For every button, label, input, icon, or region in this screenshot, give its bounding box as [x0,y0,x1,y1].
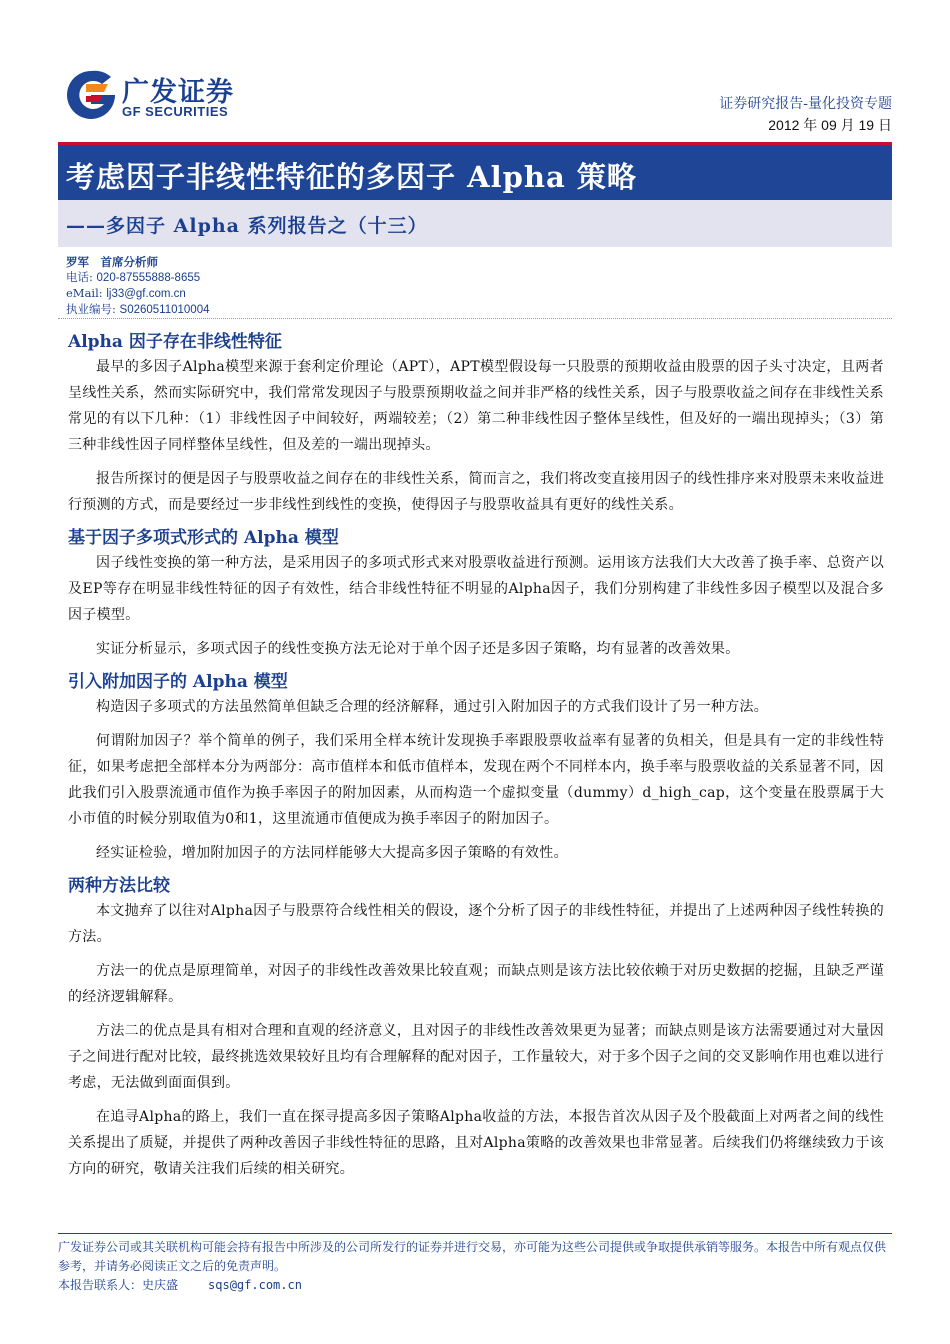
section-heading: 引入附加因子的 Alpha 模型 [68,672,288,692]
paragraph: 在追寻Alpha的路上，我们一直在探寻提高多因子策略Alpha收益的方法，本报告首次从因子及个股截面上对两者之间的线性关系提出了质疑，并提供了两种改善因子非线性特征的思路，且对Alpha策略的改善效果也非常显著。后续我们仍将继续致力于该方向的研究，敬请关注我们后续的相关研究。 [68,1109,884,1177]
footer-divider [58,1233,892,1234]
footer [58,1238,892,1295]
title-bar [58,145,892,200]
author-name: 罗军 首席分析师 [66,255,158,269]
section-heading: 基于因子多项式形式的 Alpha 模型 [68,528,339,548]
section-heading: Alpha 因子存在非线性特征 [68,332,282,352]
report-type: 证券研究报告-量化投资专题 [719,96,892,112]
report-date: 2012 年 09 月 19 日 [768,117,892,133]
paragraph: 本文抛弃了以往对Alpha因子与股票符合线性相关的假设，逐个分析了因子的非线性特征，并提出了上述两种因子线性转换的方法。 [68,903,884,945]
author-block [66,255,210,318]
email-label: eMail: [66,286,103,300]
report-subtitle: ——多因子 Alpha 系列报告之（十三） [66,215,428,237]
paragraph: 报告所探讨的便是因子与股票收益之间存在的非线性关系，简而言之，我们将改变直接用因子的线性排序来对股票未来收益进行预测的方式，而是要经过一步非线性到线性的变换，使得因子与股票收益具有更好的线性关系。 [68,471,884,513]
logo-text-en: GF SECURITIES [122,104,229,119]
contact-email[interactable]: sqs@gf.com.cn [208,1278,302,1292]
report-body [68,330,884,1182]
paragraph: 实证分析显示，多项式因子的线性变换方法无论对于单个因子还是多因子策略，均有显著的改善效果。 [96,641,740,657]
paragraph: 方法二的优点是具有相对合理和直观的经济意义，且对因子的非线性改善效果更为显著；而缺点则是该方法需要通过对大量因子之间进行配对比较，最终挑选效果较好且均有合理解释的配对因子，工作量较大，对于多个因子之间的交叉影响作用也难以进行考虑，无法做到面面俱到。 [68,1023,884,1091]
gf-logo-icon [64,68,118,122]
report-title: 考虑因子非线性特征的多因子 Alpha 策略 [66,160,637,194]
author-phone: 020-87555888-8655 [96,272,201,284]
author-email[interactable]: lj33@gf.com.cn [106,288,186,300]
paragraph: 经实证检验，增加附加因子的方法同样能够大大提高多因子策略的有效性。 [96,845,568,861]
license-label: 执业编号: [66,302,116,316]
phone-label: 电话: [66,270,93,284]
section-heading: 两种方法比较 [68,876,170,896]
disclaimer: 广发证券公司或其关联机构可能会持有报告中所涉及的公司所发行的证券并进行交易，亦可能为这些公司提供或争取提供承销等服务。本报告中所有观点仅供参考，并请务必阅读正文之后的免责声明。 [58,1240,887,1273]
paragraph: 方法一的优点是原理简单，对因子的非线性改善效果比较直观；而缺点则是该方法比较依赖于对历史数据的挖掘，且缺乏严谨的经济逻辑解释。 [68,963,884,1005]
contact-line [58,1276,892,1295]
logo-text-cn: 广发证券 [122,77,234,108]
paragraph: 最早的多因子Alpha模型来源于套利定价理论（APT），APT模型假设每一只股票的预期收益由股票的因子头寸决定，且两者呈线性关系，然而实际研究中，我们常常发现因子与股票预期收益之间并非严格的线性关系，因子与股票收益之间存在非线性关系常见的有以下几种：（1）非线性因子中间较好，两端较差；（2）第二种非线性因子整体呈线性，但及好的一端出现掉头；（3）第三种非线性因子同样整体呈线性，但及差的一端出现掉头。 [68,359,884,453]
author-divider [58,318,892,319]
paragraph: 构造因子多项式的方法虽然简单但缺乏合理的经济解释，通过引入附加因子的方式我们设计了另一种方法。 [96,699,769,715]
gf-logo [64,68,254,122]
author-license: S0260511010004 [119,304,210,316]
paragraph: 何谓附加因子？举个简单的例子，我们采用全样本统计发现换手率跟股票收益率有显著的负相关，但是具有一定的非线性特征，如果考虑把全部样本分为两部分：高市值样本和低市值样本，发现在两个不同样本内，换手率与股票收益的关系显著不同，因此我们引入股票流通市值作为换手率因子的附加因素，从而构造一个虚拟变量（dummy）d_high_cap，这个变量在股票属于大小市值的时候分别取值为0和1，这里流通市值便成为换手率因子的附加因子。 [68,733,884,827]
subtitle-bar [58,200,892,247]
paragraph: 因子线性变换的第一种方法，是采用因子的多项式形式来对股票收益进行预测。运用该方法我们大大改善了换手率、总资产以及EP等存在明显非线性特征的因子有效性，结合非线性特征不明显的Alpha因子，我们分别构建了非线性多因子模型以及混合多因子模型。 [68,555,884,623]
contact-label: 本报告联系人：史庆盛 [58,1278,179,1292]
